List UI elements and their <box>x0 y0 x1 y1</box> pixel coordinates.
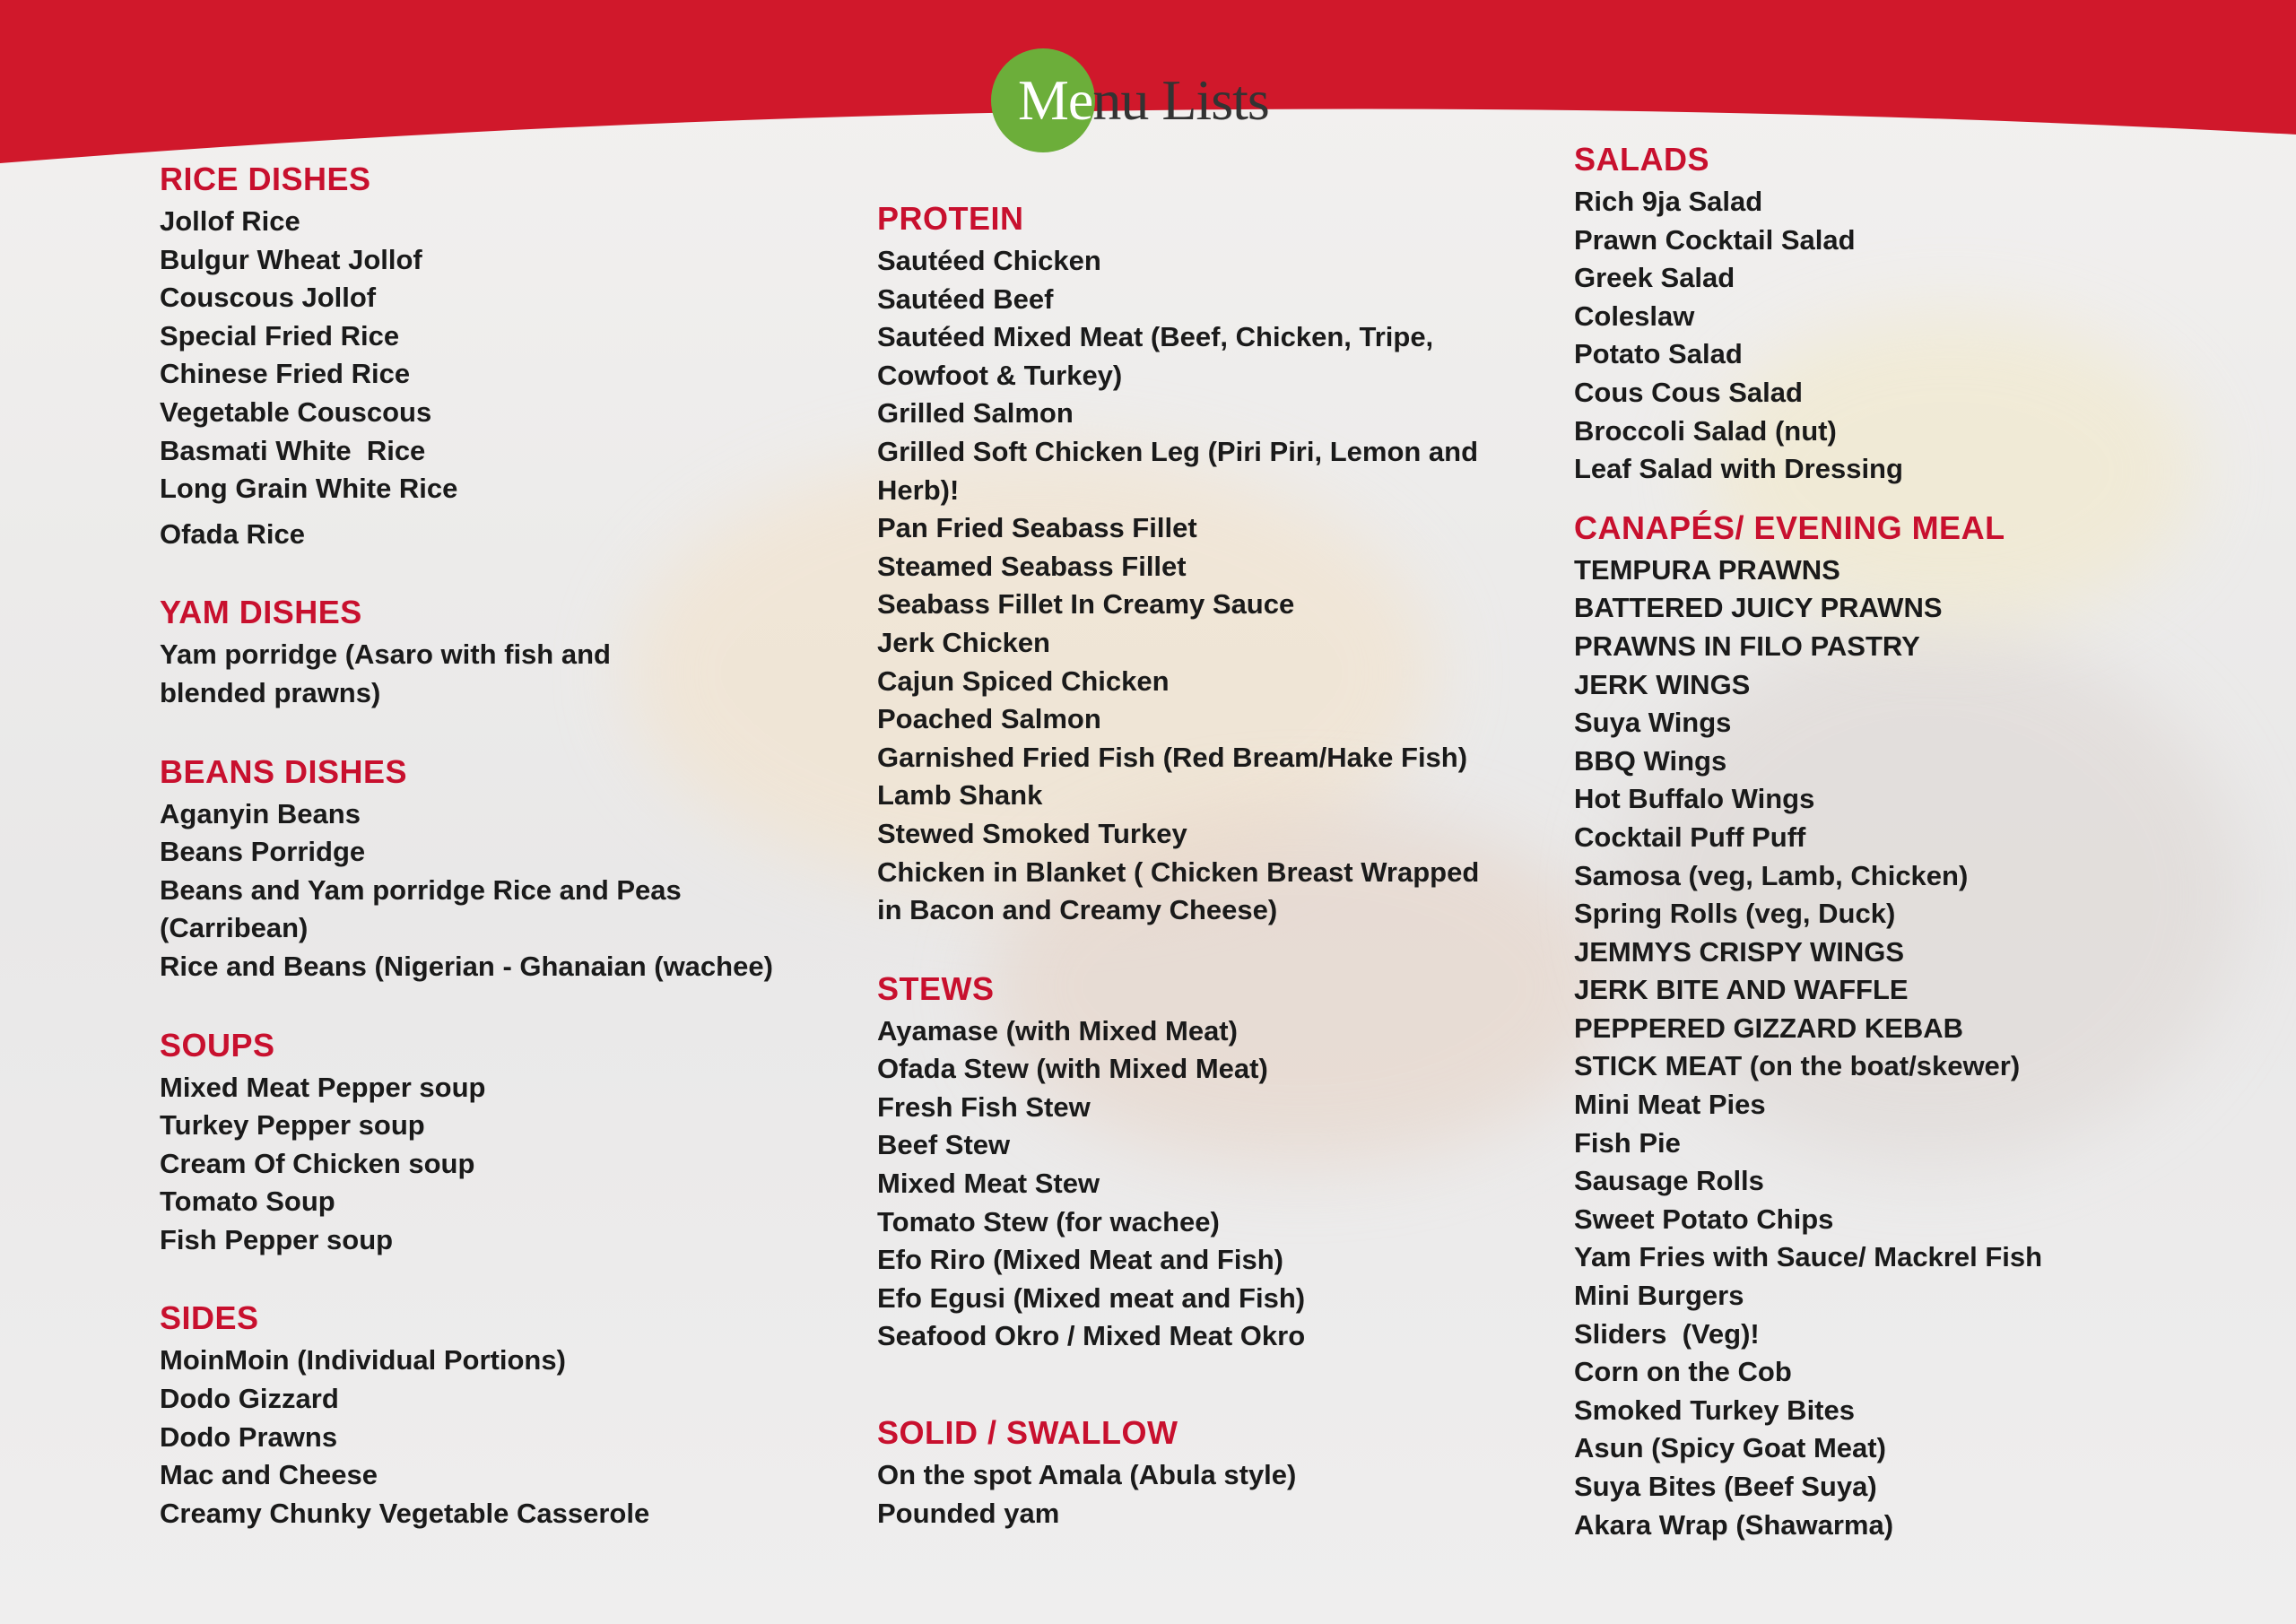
menu-item: Long Grain White Rice <box>160 473 458 505</box>
menu-item: Tomato Soup <box>160 1185 335 1218</box>
menu-item: Suya Wings <box>1574 707 1732 739</box>
menu-item: Seabass Fillet In Creamy Sauce <box>877 588 1295 621</box>
menu-item: Akara Wrap (Shawarma) <box>1574 1508 1894 1541</box>
section-heading: BEANS DISHES <box>160 752 408 790</box>
menu-item: Mixed Meat Stew <box>877 1168 1100 1200</box>
menu-item: PEPPERED GIZZARD KEBAB <box>1574 1012 1964 1044</box>
menu-item: Jerk Chicken <box>877 626 1050 658</box>
section-heading: PROTEIN <box>877 200 1024 237</box>
menu-item: Mini Meat Pies <box>1574 1089 1766 1121</box>
menu-item: Broccoli Salad (nut) <box>1574 414 1837 447</box>
menu-item: Vegetable Couscous <box>160 395 432 428</box>
menu-item: Mini Burgers <box>1574 1280 1744 1312</box>
menu-item: Cous Cous Salad <box>1574 376 1803 408</box>
menu-item: Pounded yam <box>877 1497 1060 1529</box>
menu-item: Smoked Turkey Bites <box>1574 1394 1855 1426</box>
menu-item: Chicken in Blanket ( Chicken Breast Wrapped in Bacon and Creamy Cheese) <box>877 855 1480 926</box>
menu-item: Mac and Cheese <box>160 1459 378 1491</box>
menu-item: Sautéed Beef <box>877 282 1054 315</box>
menu-item: Efo Egusi (Mixed meat and Fish) <box>877 1281 1306 1314</box>
section-heading: SALADS <box>1574 141 1710 178</box>
menu-item: Prawn Cocktail Salad <box>1574 223 1856 256</box>
menu-item: Ofada Stew (with Mixed Meat) <box>877 1053 1268 1085</box>
menu-item: Stewed Smoked Turkey <box>877 817 1187 849</box>
menu-column-2 <box>877 195 1523 1533</box>
menu-item: Seafood Okro / Mixed Meat Okro <box>877 1320 1306 1352</box>
menu-item: Aganyin Beans <box>160 797 361 829</box>
menu-item: STICK MEAT (on the boat/skewer) <box>1574 1050 2021 1082</box>
section-heading: STEWS <box>877 969 995 1007</box>
menu-item: PRAWNS IN FILO PASTRY <box>1574 630 1920 662</box>
menu-lists-logo <box>991 47 1269 154</box>
menu-item: JEMMYS CRISPY WINGS <box>1574 935 1905 968</box>
menu-item: Greek Salad <box>1574 262 1735 294</box>
menu-item: Steamed Seabass Fillet <box>877 550 1187 582</box>
menu-item: Special Fried Rice <box>160 319 400 352</box>
menu-item: Turkey Pepper soup <box>160 1109 425 1142</box>
menu-item: Beans Porridge <box>160 836 366 868</box>
section-heading: CANAPÉS/ EVENING MEAL <box>1574 508 2005 546</box>
menu-item: Mixed Meat Pepper soup <box>160 1071 486 1103</box>
menu-item: Beans and Yam porridge Rice and Peas (Carribean) <box>160 873 682 944</box>
logo-title-part1: Me <box>1018 68 1093 132</box>
menu-item: BBQ Wings <box>1574 744 1727 777</box>
menu-item: Yam porridge (Asaro with fish and blended prawns) <box>160 638 611 708</box>
menu-item: Sausage Rolls <box>1574 1165 1764 1197</box>
menu-item: On the spot Amala (Abula style) <box>877 1459 1297 1491</box>
menu-item: Cajun Spiced Chicken <box>877 664 1170 697</box>
menu-item: Poached Salmon <box>877 703 1101 735</box>
menu-item: Basmati White Rice <box>160 434 426 466</box>
menu-item: TEMPURA PRAWNS <box>1574 553 1840 586</box>
menu-item: Fresh Fish Stew <box>877 1090 1091 1123</box>
menu-item: Jollof Rice <box>160 205 300 237</box>
menu-item: Cream Of Chicken soup <box>160 1147 475 1179</box>
menu-item: Tomato Stew (for wachee) <box>877 1205 1220 1238</box>
menu-item: Sautéed Chicken <box>877 245 1101 276</box>
logo-title-part2: nu Lists <box>1092 68 1269 132</box>
menu-item: Chinese Fried Rice <box>160 358 411 390</box>
menu-item: MoinMoin (Individual Portions) <box>160 1344 566 1376</box>
menu-item: Sautéed Mixed Meat (Beef, Chicken, Tripe, Cowfoot & Turkey) <box>877 321 1434 391</box>
section-heading: YAM DISHES <box>160 594 362 631</box>
menu-item: Suya Bites (Beef Suya) <box>1574 1471 1877 1502</box>
section-heading: SOLID / SWALLOW <box>877 1414 1178 1452</box>
menu-item: Efo Riro (Mixed Meat and Fish) <box>877 1244 1283 1276</box>
menu-item: Garnished Fried Fish (Red Bream/Hake Fish) <box>877 741 1468 773</box>
menu-column-3 <box>1574 136 2256 1544</box>
menu-item: Leaf Salad with Dressing <box>1574 453 1903 485</box>
menu-item: Potato Salad <box>1574 338 1743 370</box>
menu-item: Sweet Potato Chips <box>1574 1203 1834 1235</box>
menu-item: Rich 9ja Salad <box>1574 186 1763 217</box>
menu-item: Fish Pepper soup <box>160 1223 394 1255</box>
menu-item: Spring Rolls (veg, Duck) <box>1574 898 1896 930</box>
menu-item: Grilled Soft Chicken Leg (Piri Piri, Lemon and Herb)! <box>877 435 1479 506</box>
menu-item: Yam Fries with Sauce/ Mackrel Fish <box>1574 1241 2043 1273</box>
menu-item: Samosa (veg, Lamb, Chicken) <box>1574 859 1969 891</box>
menu-item: Dodo Gizzard <box>160 1383 339 1415</box>
menu-item: Ofada Rice <box>160 517 305 550</box>
menu-item: Fish Pie <box>1574 1126 1681 1159</box>
menu-column-1 <box>160 156 877 1533</box>
menu-item: Couscous Jollof <box>160 282 377 314</box>
menu-item: JERK BITE AND WAFFLE <box>1574 974 1909 1006</box>
menu-item: BATTERED JUICY PRAWNS <box>1574 592 1943 624</box>
menu-item: Grilled Salmon <box>877 397 1074 430</box>
menu-item: Pan Fried Seabass Fillet <box>877 512 1197 544</box>
logo-title <box>991 67 1269 134</box>
menu-item: Corn on the Cob <box>1574 1356 1792 1388</box>
menu-item: Ayamase (with Mixed Meat) <box>877 1014 1238 1046</box>
menu-item: Dodo Prawns <box>160 1420 338 1453</box>
menu-item: Cocktail Puff Puff <box>1574 821 1806 853</box>
menu-item: Hot Buffalo Wings <box>1574 783 1815 815</box>
section-heading: SIDES <box>160 1299 259 1337</box>
menu-item: Beef Stew <box>877 1129 1011 1161</box>
menu-item: Lamb Shank <box>877 779 1043 812</box>
menu-item: Coleslaw <box>1574 300 1695 332</box>
section-heading: RICE DISHES <box>160 161 371 197</box>
menu-item: Asun (Spicy Goat Meat) <box>1574 1432 1886 1464</box>
menu-item: Sliders (Veg)! <box>1574 1317 1760 1350</box>
menu-item: Rice and Beans (Nigerian - Ghanaian (wachee) <box>160 950 773 982</box>
menu-item: JERK WINGS <box>1574 668 1751 700</box>
menu-item: Creamy Chunky Vegetable Casserole <box>160 1497 650 1529</box>
menu-item: Bulgur Wheat Jollof <box>160 243 422 275</box>
section-heading: SOUPS <box>160 1026 275 1064</box>
